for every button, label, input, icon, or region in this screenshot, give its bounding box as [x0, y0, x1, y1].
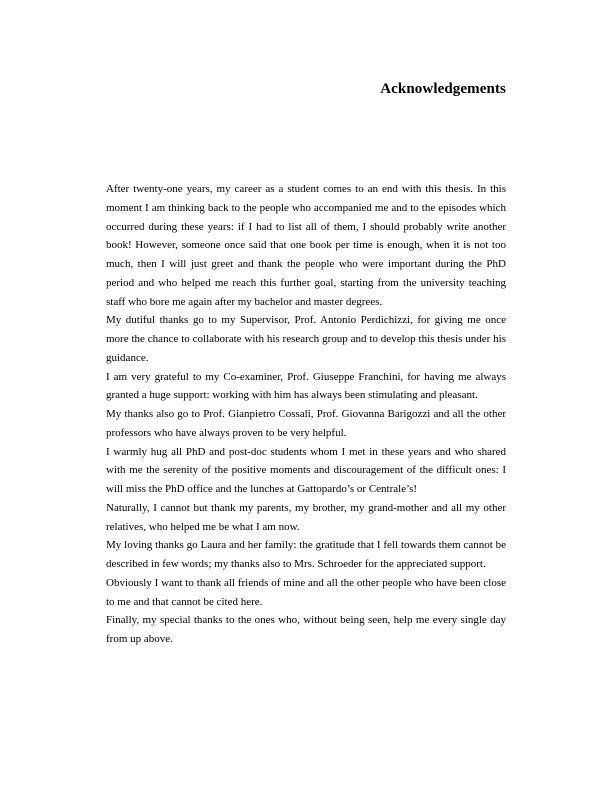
paragraph: Naturally, I cannot but thank my parents, my brother, my grand-mother and all my other relatives, who helped me be what I am now.	[106, 501, 506, 533]
paragraph: I warmly hug all PhD and post-doc students whom I met in these years and who shared with me the serenity of the positive moments and discouragement of the difficult ones: I will miss the PhD office and the lunches at Gattopardo’s or Centrale’s!	[106, 445, 506, 495]
paragraph: My dutiful thanks go to my Supervisor, Prof. Antonio Perdichizzi, for giving me once more the chance to collaborate with his research group and to develop this thesis under his guidance.	[106, 314, 506, 364]
paragraph: After twenty-one years, my career as a student comes to an end with this thesis. In this moment I am thinking back to the people who accompanied me and to the episodes which occurred during these years: if I had to list all of them, I should probably write another book! However, someone once said that one book per time is enough, when it is not too much, then I will just greet and thank the people who were important during the PhD period and who helped me reach this further goal, starting from the university teaching staff who bore me again after my bachelor and master degrees.	[106, 183, 506, 308]
paragraph: I am very grateful to my Co-examiner, Prof. Giuseppe Franchini, for having me always granted a huge support: working with him has always been stimulating and pleasant.	[106, 370, 506, 402]
paragraph: Obviously I want to thank all friends of mine and all the other people who have been close to me and that cannot be cited here.	[106, 576, 506, 608]
paragraph: My loving thanks go Laura and her family: the gratitude that I fell towards them cannot be described in few words; my thanks also to Mrs. Schroeder for the appreciated support.	[106, 539, 506, 570]
paragraph: Finally, my special thanks to the ones who, without being seen, help me every single day from up above.	[106, 614, 506, 645]
acknowledgements-body	[106, 180, 506, 649]
page-title: Acknowledgements	[380, 81, 506, 97]
paragraph: My thanks also go to Prof. Gianpietro Cossali, Prof. Giovanna Barigozzi and all the other professors who have always proven to be very helpful.	[106, 408, 506, 439]
